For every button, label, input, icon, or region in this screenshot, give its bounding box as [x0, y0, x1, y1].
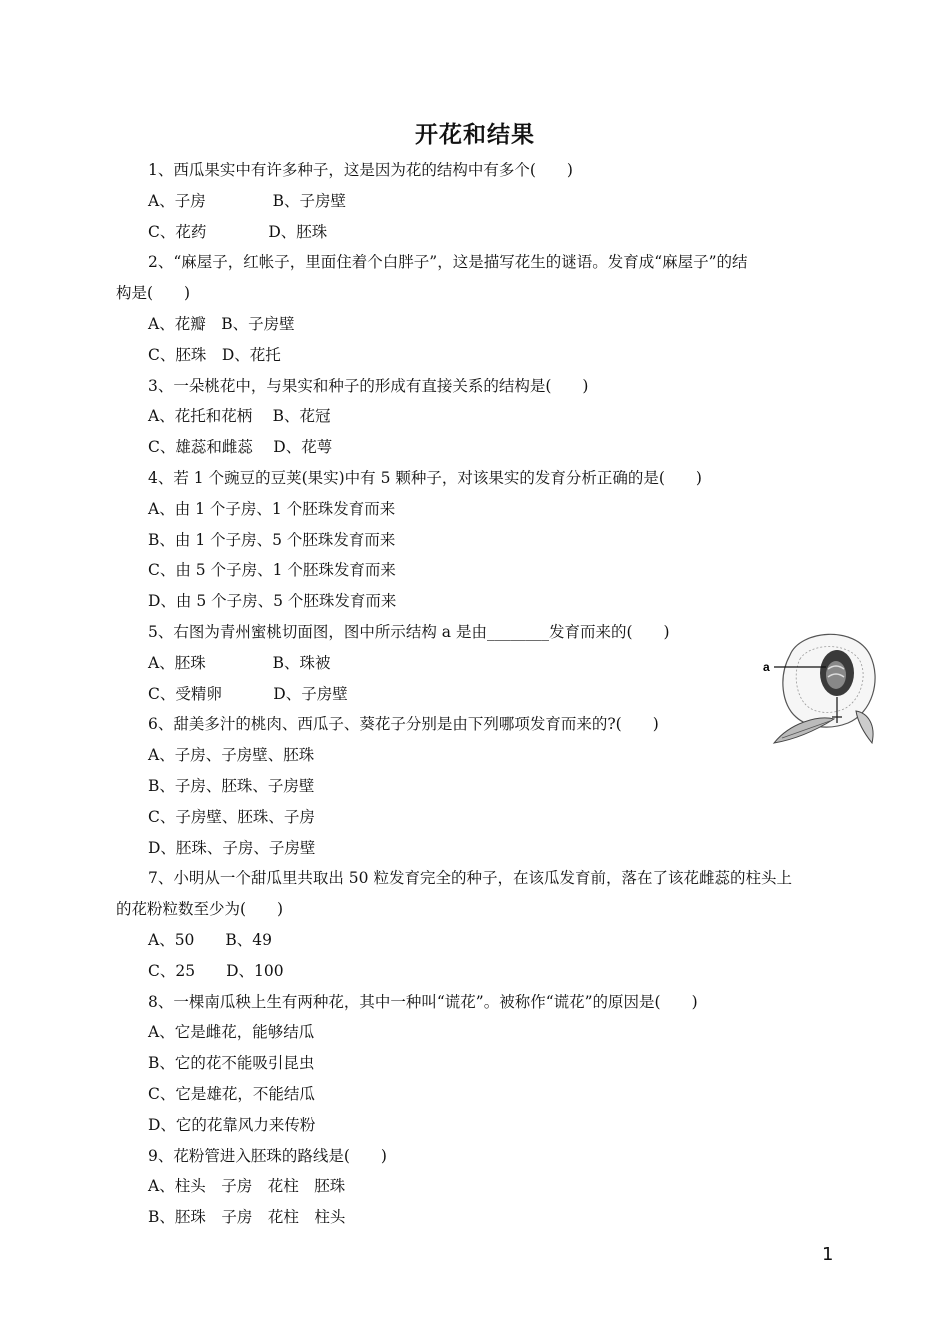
question-continuation: 构是( ): [116, 284, 191, 303]
answer-option: A、由 1 个子房、1 个胚珠发育而来: [148, 499, 396, 518]
answer-option: A、50 B、49: [148, 931, 273, 949]
question-text: 4、若 1 个豌豆的豆荚(果实)中有 5 颗种子，对该果实的发育分析正确的是( ): [148, 469, 702, 487]
answer-option: C、子房壁、胚珠、子房: [148, 807, 315, 826]
answer-option: A、花托和花柄 B、花冠: [148, 407, 331, 426]
question-text: 7、小明从一个甜瓜里共取出 50 粒发育完全的种子，在该瓜发育前，落在了该花雌蕊的柱头上: [148, 869, 792, 888]
question-text: 5、右图为青州蜜桃切面图，图中所示结构 a 是由________发育而来的( ): [148, 623, 670, 641]
question-text: 9、花粉管进入胚珠的路线是( ): [148, 1146, 387, 1165]
answer-option: B、胚珠 子房 花柱 柱头: [148, 1208, 346, 1227]
answer-option: D、它的花靠风力来传粉: [148, 1115, 316, 1134]
answer-option: A、柱头 子房 花柱 胚珠: [148, 1177, 346, 1196]
leaf-right: [856, 711, 873, 743]
page-number: 1: [822, 1244, 834, 1265]
answer-option: A、它是雌花，能够结瓜: [148, 1023, 315, 1042]
answer-option: C、它是雄花，不能结瓜: [148, 1085, 315, 1103]
answer-option: D、由 5 个子房、5 个胚珠发育而来: [148, 592, 397, 611]
question-text: 1、西瓜果实中有许多种子，这是因为花的结构中有多个( ): [148, 161, 573, 179]
answer-option: C、雄蕊和雌蕊 D、花萼: [148, 438, 333, 457]
answer-option: C、25 D、100: [148, 961, 284, 980]
seed: [826, 661, 846, 689]
answer-option: A、胚珠 B、珠被: [148, 653, 331, 672]
question-text: 2、“麻屋子，红帐子，里面住着个白胖子”，这是描写花生的谜语。发育成“麻屋子”的结: [148, 253, 748, 272]
answer-option: C、花药 D、胚珠: [148, 222, 328, 241]
answer-option: B、子房、胚珠、子房壁: [148, 777, 315, 795]
page-title: 开花和结果: [415, 122, 535, 148]
answer-option: A、子房、子房壁、胚珠: [148, 746, 315, 765]
question-text: 3、一朵桃花中，与果实和种子的形成有直接关系的结构是( ): [148, 376, 589, 395]
question-text: 6、甜美多汁的桃肉、西瓜子、葵花子分别是由下列哪项发育而来的?( ): [148, 715, 659, 734]
question-text: 8、一棵南瓜秧上生有两种花，其中一种叫“谎花”。被称作“谎花”的原因是( ): [148, 992, 698, 1011]
answer-option: D、胚珠、子房、子房壁: [148, 838, 316, 857]
answer-option: B、由 1 个子房、5 个胚珠发育而来: [148, 530, 396, 549]
answer-option: A、花瓣 B、子房壁: [148, 315, 295, 333]
question-continuation: 的花粉粒数至少为( ): [116, 900, 284, 919]
label-a: a: [763, 660, 770, 674]
answer-option: C、由 5 个子房、1 个胚珠发育而来: [148, 561, 396, 580]
answer-option: A、子房 B、子房壁: [148, 191, 347, 210]
answer-option: C、受精卵 D、子房壁: [148, 684, 348, 703]
peach-cross-section-figure: [760, 625, 885, 750]
answer-option: B、它的花不能吸引昆虫: [148, 1054, 315, 1073]
answer-option: C、胚珠 D、花托: [148, 345, 281, 364]
